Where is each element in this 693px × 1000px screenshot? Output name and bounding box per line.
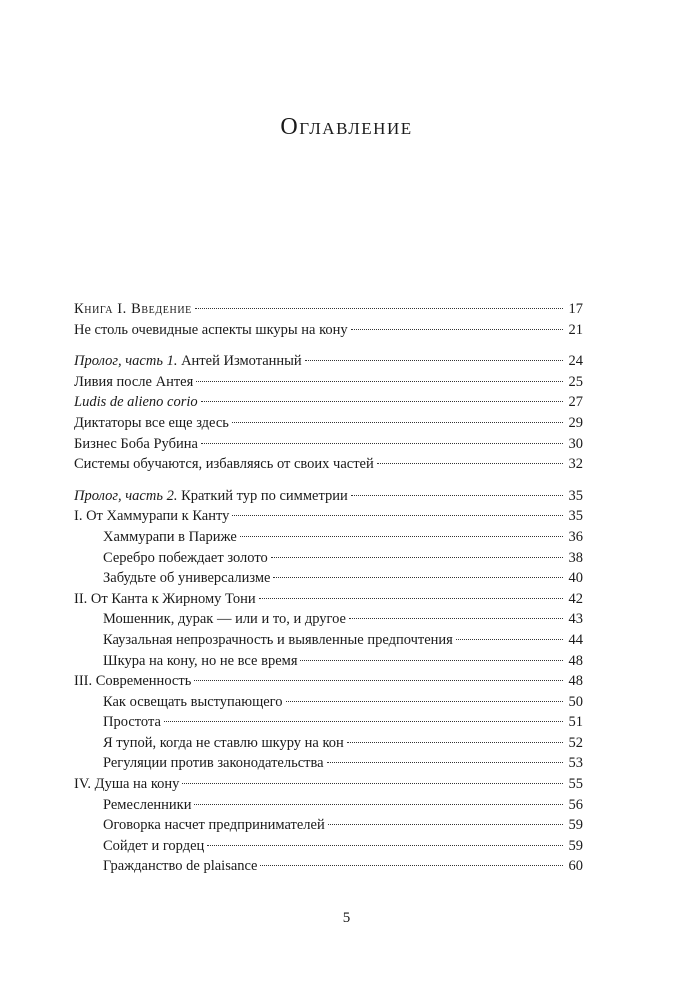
toc-entry[interactable]: [74, 589, 583, 610]
toc-entry-label: Ливия после Антея: [74, 373, 194, 390]
toc-entry[interactable]: [74, 774, 583, 795]
toc-entry-label: [74, 351, 305, 372]
toc-entry[interactable]: [74, 548, 583, 569]
page-title: Оглавление: [280, 114, 413, 140]
toc-entry-label: Простота: [103, 714, 161, 731]
toc-entry-label: Серебро побеждает золото: [103, 549, 268, 566]
dot-leader: [196, 381, 563, 382]
toc-entry[interactable]: [74, 454, 583, 475]
toc-entry[interactable]: [74, 630, 583, 651]
toc-entry[interactable]: [74, 733, 583, 754]
toc-entry-page: 59: [568, 837, 583, 854]
toc-entry-page: 35: [568, 487, 583, 504]
toc-entry-label: Системы обучаются, избавляясь от своих частей: [74, 456, 374, 473]
toc-entry-page: 50: [568, 693, 583, 710]
toc-entry-page: 56: [568, 796, 583, 813]
dot-leader: [195, 308, 563, 309]
toc-entry-label-italic: Ludis de alieno corio: [74, 394, 198, 411]
dot-leader: [347, 742, 563, 743]
toc-entry[interactable]: [74, 434, 583, 455]
toc-entry-page: 44: [568, 631, 583, 648]
dot-leader: [260, 865, 563, 866]
dot-leader: [349, 618, 563, 619]
toc-entry-label: II. От Канта к Жирному Тони: [74, 590, 256, 607]
toc-entry-label: Я тупой, когда не ставлю шкуру на кон: [103, 734, 344, 751]
toc-entry[interactable]: [74, 568, 583, 589]
dot-leader: [305, 360, 563, 361]
toc-entry-page: 24: [568, 353, 583, 370]
toc-entry-page: 35: [568, 508, 583, 525]
dot-leader: [327, 762, 563, 763]
dot-leader: [456, 639, 563, 640]
toc-entry[interactable]: [74, 506, 583, 527]
dot-leader: [271, 557, 563, 558]
dot-leader: [164, 721, 563, 722]
toc-entry-page: 43: [568, 611, 583, 628]
toc-entry[interactable]: [74, 486, 583, 507]
toc-entry-page: 32: [568, 456, 583, 473]
toc-entry-label: [74, 486, 351, 507]
dot-leader: [194, 680, 563, 681]
toc-entry[interactable]: [74, 856, 583, 877]
toc-entry-label-italic: Пролог, часть 2.: [74, 487, 178, 504]
dot-leader: [273, 577, 563, 578]
toc-entry[interactable]: [74, 692, 583, 713]
toc-entry-page: 25: [568, 373, 583, 390]
toc-entry-label: Мошенник, дурак — или и то, и другое: [103, 611, 346, 628]
toc-entry[interactable]: [74, 413, 583, 434]
toc-entry-page: 17: [568, 301, 583, 317]
toc-entry-label-italic: Пролог, часть 1.: [74, 353, 178, 370]
dot-leader: [377, 463, 563, 464]
toc-entry[interactable]: [74, 815, 583, 836]
toc-entry[interactable]: [74, 392, 583, 413]
toc-entry-label-rest: Антей Измотанный: [177, 353, 302, 370]
toc-entry-label: [74, 392, 201, 413]
toc-entry[interactable]: [74, 372, 583, 393]
toc-entry-label: Шкура на кону, но не все время: [103, 652, 298, 669]
toc-entry-label: Как освещать выступающего: [103, 693, 283, 710]
toc-entry-page: 30: [568, 435, 583, 452]
toc-entry[interactable]: [74, 712, 583, 733]
toc-entry-page: 29: [568, 414, 583, 431]
toc-entry[interactable]: [74, 836, 583, 857]
dot-leader: [232, 515, 563, 516]
dot-leader: [351, 495, 563, 496]
toc-entry-page: 60: [568, 858, 583, 875]
toc-entry-page: 42: [568, 590, 583, 607]
toc-entry[interactable]: [74, 351, 583, 372]
toc-entry-page: 21: [568, 321, 583, 338]
toc-entry-label: Книга I. Введение: [74, 301, 192, 317]
toc-entry[interactable]: [74, 753, 583, 774]
toc-entry-page: 36: [568, 528, 583, 545]
dot-leader: [201, 401, 563, 402]
dot-leader: [201, 443, 563, 444]
toc-entry[interactable]: [74, 299, 583, 320]
toc-entry-page: 38: [568, 549, 583, 566]
toc-entry-page: 48: [568, 673, 583, 690]
toc-entry-page: 55: [568, 776, 583, 793]
toc-entry[interactable]: [74, 651, 583, 672]
toc-entry-page: 40: [568, 570, 583, 587]
toc-entry-label: Гражданство de plaisance: [103, 858, 258, 875]
toc-entry-label: Хаммурапи в Париже: [103, 528, 237, 545]
toc-entry-page: 59: [568, 817, 583, 834]
toc-entry-page: 53: [568, 755, 583, 772]
dot-leader: [240, 536, 563, 537]
toc-entry-label: Сойдет и гордец: [103, 837, 205, 854]
toc-entry-label: Каузальная непрозрачность и выявленные предпочтения: [103, 631, 453, 648]
toc-entry-label: Забудьте об универсализме: [103, 570, 271, 587]
dot-leader: [232, 422, 563, 423]
toc-entry-label-rest: Краткий тур по симметрии: [177, 487, 348, 504]
toc-entry[interactable]: [74, 527, 583, 548]
toc-entry-page: 52: [568, 734, 583, 751]
dot-leader: [182, 783, 563, 784]
dot-leader: [286, 701, 563, 702]
toc-entry-label: Регуляции против законодательства: [103, 755, 324, 772]
toc-entry[interactable]: [74, 671, 583, 692]
toc-entry-page: 48: [568, 652, 583, 669]
dot-leader: [351, 329, 563, 330]
toc-entry-page: 51: [568, 714, 583, 731]
dot-leader: [328, 824, 563, 825]
dot-leader: [207, 845, 563, 846]
table-of-contents: [74, 299, 583, 877]
dot-leader: [300, 660, 563, 661]
toc-entry-label: Бизнес Боба Рубина: [74, 435, 198, 452]
toc-entry-label: Оговорка насчет предпринимателей: [103, 817, 325, 834]
dot-leader: [194, 804, 563, 805]
toc-entry-label: Ремесленники: [103, 796, 192, 813]
toc-entry[interactable]: [74, 795, 583, 816]
toc-entry-label: I. От Хаммурапи к Канту: [74, 508, 230, 525]
page-number: 5: [342, 910, 351, 926]
toc-entry-label: Диктаторы все еще здесь: [74, 414, 229, 431]
toc-entry[interactable]: [74, 609, 583, 630]
toc-entry[interactable]: [74, 320, 583, 341]
dot-leader: [259, 598, 563, 599]
toc-entry-label: III. Современность: [74, 673, 192, 690]
toc-entry-label: IV. Душа на кону: [74, 776, 180, 793]
toc-entry-label: Не столь очевидные аспекты шкуры на кону: [74, 321, 348, 338]
toc-entry-page: 27: [568, 394, 583, 411]
